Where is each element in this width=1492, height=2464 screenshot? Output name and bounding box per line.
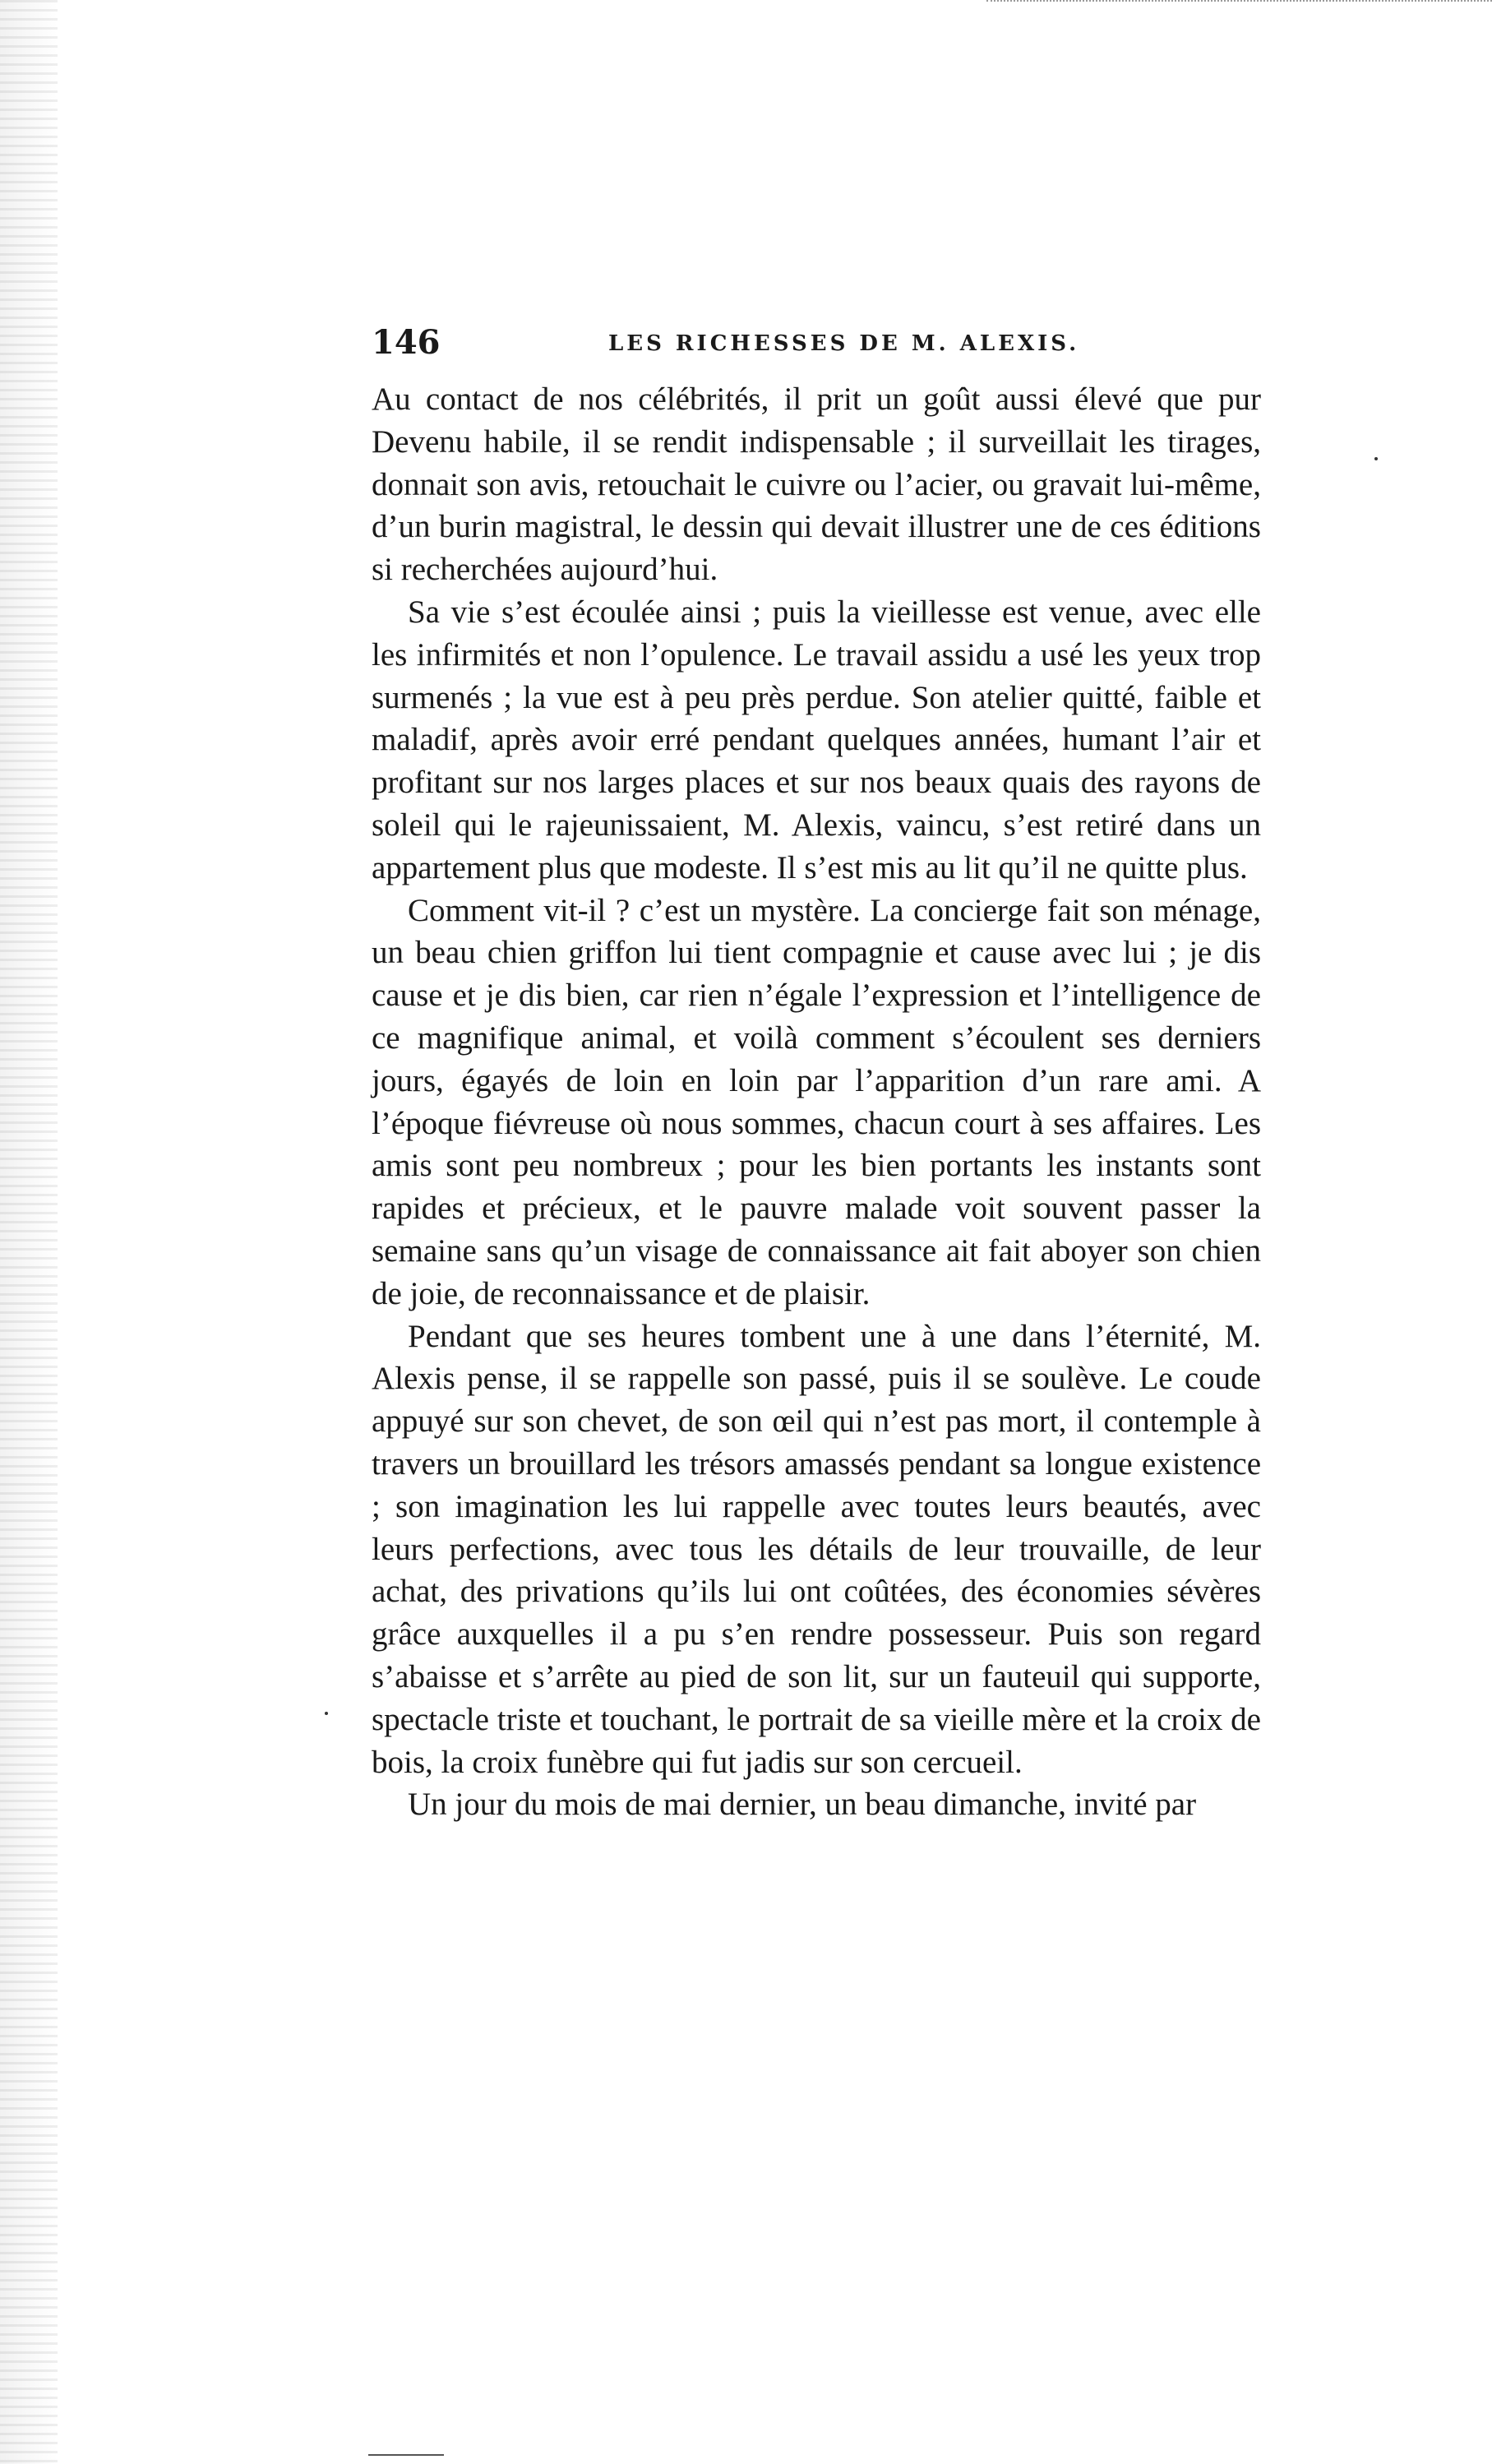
paragraph: Au contact de nos célébrités, il prit un goût aussi élevé que pur Devenu habile, il se rendit indispensable ; il surveillait les tirages, donnait son avis, retouchait le cuivre ou l’acier, ou gravait lui-même, d’un burin magistral, le dessin qui devait illustrer une de ces éditions si recherchées aujourd’hui. — [372, 381, 1261, 588]
paragraph: Un jour du mois de mai dernier, un beau dimanche, invité par — [408, 1787, 1197, 1823]
page-number: 146 — [372, 323, 441, 362]
ink-speck — [325, 1712, 328, 1715]
running-head — [372, 323, 1276, 372]
running-title: LES RICHESSES DE M. ALEXIS. — [608, 331, 1080, 356]
paragraph: Pendant que ses heures tombent une à une dans l’éternité, M. Alexis pense, il se rappelle son passé, puis il se soulève. Le coude appuyé sur son chevet, de son œil qui n’est pas mort, il contemple à travers un brouillard les trésors amassés pendant sa longue existence ; son imagination les lui rappelle avec toutes leurs beautés, avec leurs perfections, avec tous les détails de leur trouvaille, de leur achat, des privations qu’ils lui ont coûtées, des économies sévères grâce auxquelles il a pu s’en rendre possesseur. Puis son regard s’abaisse et s’arrête au pied de son lit, sur un fauteuil qui supporte, spectacle triste et touchant, le portrait de sa vieille mère et la croix de bois, la croix funèbre qui fut jadis sur son cercueil. — [372, 1318, 1261, 1780]
scan-top-edge — [986, 0, 1492, 8]
paragraph: Comment vit-il ? c’est un mystère. La concierge fait son ménage, un beau chien griffon lui tient compagnie et cause avec lui ; je dis cause et je dis bien, car rien n’égale l’expression et l’intelligence de ce magnifique animal, et voilà comment s’écoulent ses derniers jours, égayés de loin en loin par l’apparition d’un rare ami. A l’époque fiévreuse où nous sommes, chacun court à ses affaires. Les amis sont peu nombreux ; pour les bien portants les instants sont rapides et précieux, et le pauvre malade voit souvent passer la semaine sans qu’un visage de connaissance ait fait aboyer son chien de joie, de reconnaissance et de plaisir. — [372, 892, 1261, 1311]
paragraph: Sa vie s’est écoulée ainsi ; puis la vieillesse est venue, avec elle les infirmités et non l’opulence. Le travail assidu a usé les yeux trop surmenés ; la vue est à peu près perdue. Son atelier quitté, faible et maladif, après avoir erré pendant quelques années, humant l’air et profitant sur nos larges places et sur nos beaux quais des rayons de soleil qui le rajeunissaient, M. Alexis, vaincu, s’est retiré dans un appartement plus que modeste. Il s’est mis au lit qu’il ne quitte plus. — [372, 594, 1261, 885]
page-body — [372, 378, 1261, 1826]
scan-edge-shadow — [0, 0, 58, 2464]
ink-speck — [1374, 457, 1378, 460]
footer-rule — [368, 2454, 444, 2456]
